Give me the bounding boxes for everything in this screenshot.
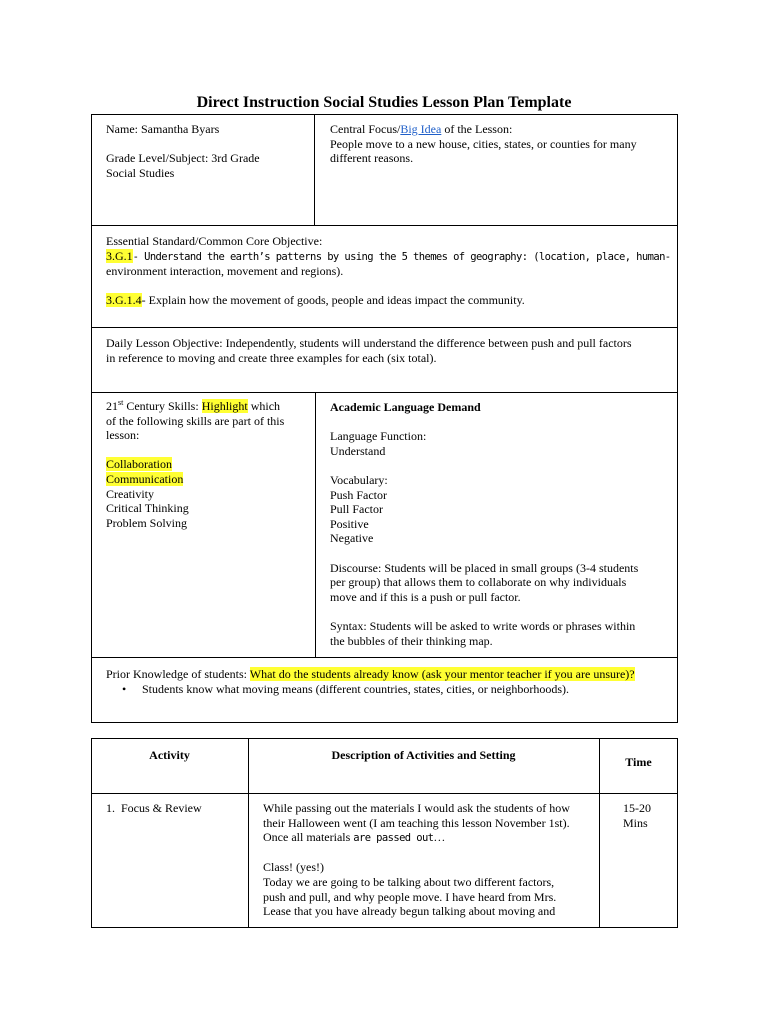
syntax: Syntax: Students will be asked to write words or phrases within: [330, 618, 636, 633]
skill-critical-thinking: Critical Thinking: [106, 501, 189, 516]
big-idea-link[interactable]: Big Idea: [400, 122, 442, 136]
central-focus-text: People move to a new house, cities, states, or counties for many: [330, 136, 637, 151]
vocab-item: Negative: [330, 531, 374, 546]
teacher-info-cell: [106, 122, 306, 180]
divider: [315, 392, 316, 657]
skill-communication: Communication: [106, 471, 184, 486]
daily-objective-line: in reference to moving and create three examples for each (six total).: [106, 350, 437, 365]
daily-objective-cell: [106, 336, 671, 365]
header-activity: Activity: [149, 748, 190, 762]
essential-standard-cell: [106, 234, 671, 308]
activity-time: 15-20 Mins: [623, 801, 651, 830]
divider: [91, 793, 678, 794]
divider: [91, 392, 678, 393]
standard-2: 3.G.1.4- Explain how the movement of goods, people and ideas impact the community.: [106, 293, 525, 308]
divider: [248, 738, 249, 928]
page-title: Direct Instruction Social Studies Lesson Plan Template: [196, 94, 572, 111]
divider: [91, 657, 678, 658]
academic-language-cell: Academic Language Demand Language Function: Understand Vocabulary: Push Factor Pull Factor Positive Negative Discourse: Students will be placed in small groups (3-4 students per group) that allows them to collaborate on why individuals move and if this is a push or pull factor. Syntax: Students will be asked to write words or phrases within the bubbles of their thinking map.: [330, 400, 675, 648]
skills-cell: 21st Century Skills: Highlight which of the following skills are part of this lesson: Collaboration Communication Creativity Critical Thinking Problem Solving: [106, 399, 311, 530]
skill-problem-solving: Problem Solving: [106, 515, 188, 530]
daily-objective-line: Daily Lesson Objective: Independently, students will understand the difference between push and pull factors: [106, 336, 632, 350]
header-description: Description of Activities and Setting: [331, 748, 516, 762]
standard-1-cont: environment interaction, movement and regions).: [106, 264, 344, 279]
activity-description: While passing out the materials I would ask the students of how their Halloween went (I am teaching this lesson November 1st). Once all materials are passed out… Class! (yes!) Today we are going to be talking about two different factors, push and pull, and why people move. I have heard from Mrs. Lease that you have already begun talking about moving and: [263, 801, 570, 919]
activity-focus-review: 1. Focus & Review: [106, 801, 202, 815]
vocab-item: Positive: [330, 516, 369, 531]
vocab-item: Push Factor: [330, 487, 387, 502]
central-focus-label: Central Focus/Big Idea of the Lesson:: [330, 122, 513, 136]
header-time: Time: [625, 755, 652, 769]
divider: [314, 114, 315, 225]
standard-code: 3.G.1.4: [106, 293, 142, 308]
divider: [91, 225, 678, 226]
prior-knowledge-cell: [106, 667, 676, 696]
grade-subject: Social Studies: [106, 165, 175, 180]
grade-level: Grade Level/Subject: 3rd Grade: [106, 151, 260, 166]
prior-knowledge-label: Prior Knowledge of students: What do the students already know (ask your mentor teacher if you are unsure)?: [106, 667, 635, 681]
academic-heading: Academic Language Demand: [330, 400, 481, 414]
skill-collaboration: Collaboration: [106, 457, 172, 472]
divider: [91, 327, 678, 328]
list-item: • Students know what moving means (different countries, states, cities, or neighborhoods).: [122, 681, 570, 696]
vocab-item: Pull Factor: [330, 502, 383, 517]
standard-label: Essential Standard/Common Core Objective:: [106, 234, 323, 248]
standard-1: 3.G.1- Understand the earth’s patterns by using the 5 themes of geography: (location, place, human-: [106, 248, 671, 263]
central-focus-text: different reasons.: [330, 151, 414, 166]
skill-creativity: Creativity: [106, 486, 154, 501]
skills-label: 21st Century Skills: Highlight which: [106, 398, 281, 413]
standard-code: 3.G.1: [106, 248, 133, 263]
teacher-name: Name: Samantha Byars: [106, 122, 220, 136]
central-focus-cell: [330, 122, 670, 166]
discourse: Discourse: Students will be placed in small groups (3-4 students: [330, 560, 639, 575]
